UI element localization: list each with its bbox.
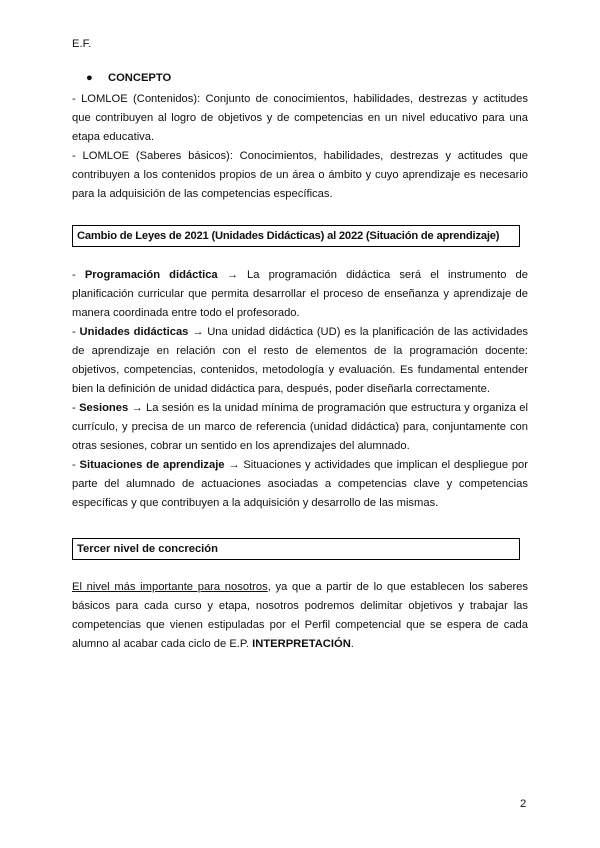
- term: Sesiones: [79, 402, 129, 414]
- underlined-phrase: El nivel más importante para nosotros: [72, 581, 268, 593]
- page-number: 2: [520, 798, 527, 810]
- header-label: E.F.: [72, 38, 92, 50]
- section-title-tercer-nivel: Tercer nivel de concreción: [72, 538, 520, 560]
- concepto-heading: [86, 70, 171, 86]
- bullet-icon: ●: [86, 72, 93, 84]
- term: Programación didáctica: [84, 269, 218, 281]
- concepto-contenidos: - LOMLOE (Contenidos): Conjunto de conocimientos, habilidades, destrezas y actitudes que contribuyen al logro de objetivos y de competencias en un nivel educativo para una etapa educativa.: [72, 93, 528, 143]
- definition-sesiones: - Sesiones → La sesión es la unidad mínima de programación que estructura y organiza el currículo, y precisa de un marco de referencia (unidad didáctica) para, conjuntamente con otras sesiones, cobrar un sentido en los aprendizajes del alumnado.: [72, 402, 528, 452]
- section-title-cambio-leyes: Cambio de Leyes de 2021 (Unidades Didácticas) al 2022 (Situación de aprendizaje): [72, 225, 520, 247]
- term: Unidades didácticas: [79, 326, 189, 338]
- definition-situaciones: - Situaciones de aprendizaje → Situaciones y actividades que implican el despliegue por parte del alumnado de actuaciones asociadas a competencias clave y competencias específicas y que contribuyen a la adquisición y desarrollo de las mismas.: [72, 459, 529, 509]
- document-page: [72, 0, 528, 848]
- definition-unidades: - Unidades didácticas → Una unidad didáctica (UD) es la planificación de las actividades de aprendizaje en relación con el resto de elementos de la programación docente: objetivos, competencias, contenidos, metodología y evaluación. Es fundamental entender bien la definición de unidad didáctica para, después, poder diseñarla correctamente.: [72, 326, 529, 395]
- definitions-list: [72, 266, 528, 513]
- tercer-nivel-paragraph: El nivel más importante para nosotros, ya que a partir de lo que establecen los saberes básicos para cada curso y etapa, nosotros podremos delimitar objetivos y trabajar las competencias que vienen estipuladas por el Perfil competencial que se espera de cada alumno al acabar cada ciclo de E.P. INTERPRETACIÓN.: [72, 581, 528, 650]
- definition-programacion: - Programación didáctica → La programación didáctica será el instrumento de planificación curricular que permita desarrollar el proceso de enseñanza y aprendizaje de manera coordinada entre todo el profesorado.: [72, 269, 528, 319]
- bold-keyword: INTERPRETACIÓN: [252, 638, 351, 650]
- term: Situaciones de aprendizaje: [79, 459, 225, 471]
- concepto-saberes: - LOMLOE (Saberes básicos): Conocimientos, habilidades, destrezas y actitudes que contribuyen a los contenidos propios de un área o ámbito y cuyo aprendizaje es necesario para la adquisición de las competencias específicas.: [72, 150, 528, 200]
- concepto-heading-text: CONCEPTO: [108, 72, 172, 84]
